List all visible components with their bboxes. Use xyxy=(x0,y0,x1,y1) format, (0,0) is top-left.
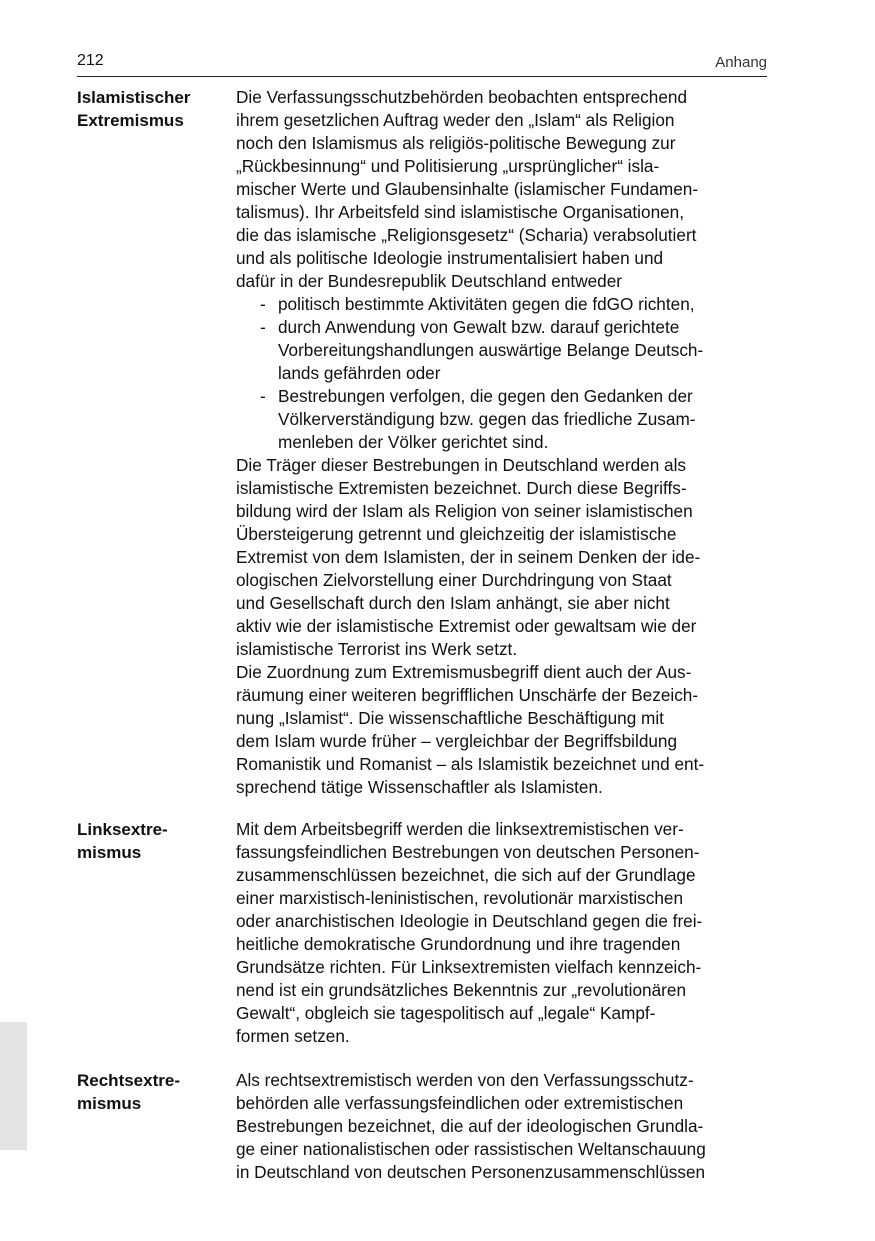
term-line: mismus xyxy=(77,1094,142,1113)
entry-body xyxy=(236,1069,776,1184)
term-line: Linksextre- xyxy=(77,820,168,839)
text-line: Die Zuordnung zum Extremismusbegriff dient auch der Aus- xyxy=(236,662,692,682)
text-line: nung „Islamist“. Die wissenschaftliche Beschäftigung mit xyxy=(236,708,664,728)
text-line: räumung einer weiteren begrifflichen Unschärfe der Bezeich- xyxy=(236,685,699,705)
text-line: ihrem gesetzlichen Auftrag weder den „Islam“ als Religion xyxy=(236,110,675,130)
text-line: einer marxistisch-leninistischen, revolutionär marxistischen xyxy=(236,888,684,908)
text-line: mischer Werte und Glaubensinhalte (islamischer Fundamen- xyxy=(236,179,699,199)
entry-term xyxy=(77,818,227,864)
entry-body xyxy=(236,818,776,1048)
text-line: Extremist von dem Islamisten, der in seinem Denken der ide- xyxy=(236,547,701,567)
text-line: die das islamische „Religionsgesetz“ (Scharia) verabsolutiert xyxy=(236,225,697,245)
text-line: sprechend tätige Wissenschaftler als Islamisten. xyxy=(236,777,603,797)
page-number: 212 xyxy=(77,52,104,69)
text-line: Romanistik und Romanist – als Islamistik bezeichnet und ent- xyxy=(236,754,705,774)
term-line: Islamistischer xyxy=(77,88,191,107)
text-line: formen setzen. xyxy=(236,1026,350,1046)
text-line: behörden alle verfassungsfeindlichen oder extremistischen xyxy=(236,1093,684,1113)
text-line: Mit dem Arbeitsbegriff werden die linksextremistischen ver- xyxy=(236,819,684,839)
bullet-text: Bestrebungen verfolgen, die gegen den Gedanken der xyxy=(278,386,693,406)
header-rule xyxy=(77,76,767,77)
bullet-line xyxy=(236,339,776,362)
text-line: talismus). Ihr Arbeitsfeld sind islamistische Organisationen, xyxy=(236,202,685,222)
bullet-dash: - xyxy=(260,317,266,337)
bullet-line xyxy=(236,293,776,316)
bullet-line xyxy=(236,362,776,385)
text-line: oder anarchistischen Ideologie in Deutschland gegen die frei- xyxy=(236,911,703,931)
text-line: dem Islam wurde früher – vergleichbar der Begriffsbildung xyxy=(236,731,678,751)
bullet-item xyxy=(236,316,776,385)
bullet-text: durch Anwendung von Gewalt bzw. darauf gerichtete xyxy=(278,317,680,337)
text-line: Übersteigerung getrennt und gleichzeitig der islamistische xyxy=(236,524,677,544)
bullet-text: lands gefährden oder xyxy=(278,363,441,383)
text-line: und als politische Ideologie instrumentalisiert haben und xyxy=(236,248,664,268)
text-line: noch den Islamismus als religiös-politische Bewegung zur xyxy=(236,133,676,153)
term-line: Extremismus xyxy=(77,111,184,130)
bullet-line xyxy=(236,385,776,408)
text-line: ge einer nationalistischen oder rassistischen Weltanschauung xyxy=(236,1139,706,1159)
text-line: Gewalt“, obgleich sie tagespolitisch auf „legale“ Kampf- xyxy=(236,1003,656,1023)
text-line: Bestrebungen bezeichnet, die auf der ideologischen Grundla- xyxy=(236,1116,704,1136)
bullet-item xyxy=(236,385,776,454)
bullet-line xyxy=(236,408,776,431)
text-line: nend ist ein grundsätzliches Bekenntnis zur „revolutionären xyxy=(236,980,686,1000)
text-line: „Rückbesinnung“ und Politisierung „ursprünglicher“ isla- xyxy=(236,156,660,176)
text-line: islamistische Extremisten bezeichnet. Durch diese Begriffs- xyxy=(236,478,687,498)
paragraph xyxy=(236,661,776,799)
text-line: heitliche demokratische Grundordnung und ihre tragenden xyxy=(236,934,681,954)
paragraph xyxy=(236,454,776,661)
bullet-text: politisch bestimmte Aktivitäten gegen die fdGO richten, xyxy=(278,294,695,314)
entry-term xyxy=(77,86,227,132)
bullet-text: Vorbereitungshandlungen auswärtige Belange Deutsch- xyxy=(278,340,704,360)
bullet-text: menleben der Völker gerichtet sind. xyxy=(278,432,549,452)
entry-term xyxy=(77,1069,227,1115)
text-line: und Gesellschaft durch den Islam anhängt, sie aber nicht xyxy=(236,593,670,613)
term-line: Rechtsextre- xyxy=(77,1071,180,1090)
bullet-dash: - xyxy=(260,386,266,406)
paragraph xyxy=(236,1069,776,1184)
text-line: Grundsätze richten. Für Linksextremisten vielfach kennzeich- xyxy=(236,957,702,977)
text-line: zusammenschlüssen bezeichnet, die sich auf der Grundlage xyxy=(236,865,696,885)
text-line: Die Verfassungsschutzbehörden beobachten entsprechend xyxy=(236,87,688,107)
bullet-text: Völkerverständigung bzw. gegen das friedliche Zusam- xyxy=(278,409,696,429)
text-line: Als rechtsextremistisch werden von den Verfassungsschutz- xyxy=(236,1070,694,1090)
side-thumb-tab xyxy=(0,1022,27,1150)
bullet-line xyxy=(236,431,776,454)
text-line: in Deutschland von deutschen Personenzusammenschlüssen xyxy=(236,1162,706,1182)
bullet-dash: - xyxy=(260,294,266,314)
entry-body xyxy=(236,86,776,799)
text-line: aktiv wie der islamistische Extremist oder gewaltsam wie der xyxy=(236,616,697,636)
text-line: dafür in der Bundesrepublik Deutschland entweder xyxy=(236,271,623,291)
paragraph xyxy=(236,86,776,293)
text-line: islamistische Terrorist ins Werk setzt. xyxy=(236,639,518,659)
bullet-item xyxy=(236,293,776,316)
bullet-line xyxy=(236,316,776,339)
text-line: ologischen Zielvorstellung einer Durchdringung von Staat xyxy=(236,570,672,590)
paragraph xyxy=(236,818,776,1048)
running-head: Anhang xyxy=(715,54,767,71)
term-line: mismus xyxy=(77,843,142,862)
text-line: bildung wird der Islam als Religion von seiner islamistischen xyxy=(236,501,693,521)
text-line: Die Träger dieser Bestrebungen in Deutschland werden als xyxy=(236,455,686,475)
text-line: fassungsfeindlichen Bestrebungen von deutschen Personen- xyxy=(236,842,700,862)
